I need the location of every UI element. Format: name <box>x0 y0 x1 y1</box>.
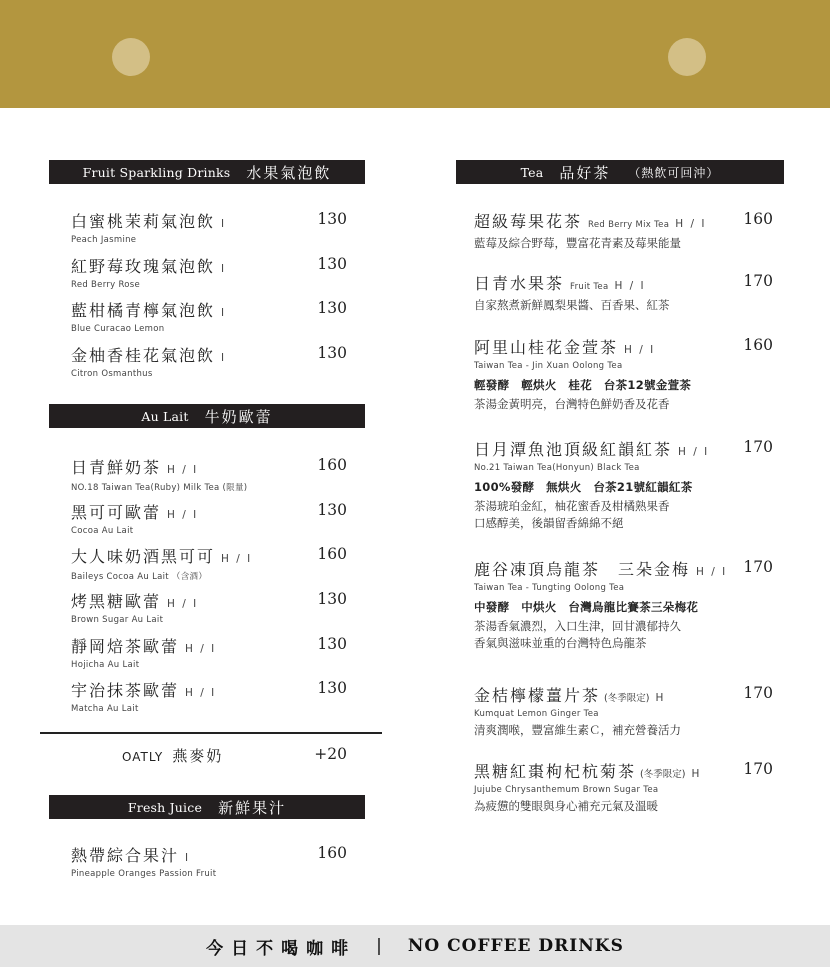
item-name: 黑糖紅棗枸杞杭菊茶 <box>474 762 637 781</box>
item-name: 金桔檸檬薑片茶 <box>474 686 601 705</box>
item-name: 金柚香桂花氣泡飲 <box>71 346 216 365</box>
item-name-en: Hojicha Au Lait <box>71 660 140 670</box>
item-temp-mark: H / I <box>696 566 728 578</box>
item-name: 靜岡焙茶歐蕾 <box>71 637 180 656</box>
item-name: 熱帶綜合果汁 <box>71 846 180 865</box>
item-temp-mark: H / I <box>167 598 199 610</box>
item-name-en: Kumquat Lemon Ginger Tea <box>474 709 599 719</box>
footer-text-en: NO COFFEE DRINKS <box>407 936 624 956</box>
section-title-zh: 水果氣泡飲 <box>246 163 332 182</box>
footer-band <box>0 925 830 967</box>
oatly-label-zh: 燕麥奶 <box>172 747 224 765</box>
item-highlight: 中發酵 中烘火 台灣烏龍比賽茶三朵梅花 <box>474 600 699 614</box>
item-name: 大人味奶酒黑可可 <box>71 547 216 566</box>
oatly-addon <box>122 745 223 766</box>
menu-item <box>474 335 691 413</box>
item-temp-mark: I <box>221 218 227 230</box>
item-name-en: No.21 Taiwan Tea(Honyun) Black Tea <box>474 463 640 473</box>
item-name-en: Jujube Chrysanthemum Brown Sugar Tea <box>474 785 659 795</box>
item-season: (冬季限定) <box>640 769 686 780</box>
item-temp-mark: I <box>221 263 227 275</box>
item-price: 130 <box>317 299 347 317</box>
item-price: 130 <box>317 255 347 273</box>
item-price: 130 <box>317 590 347 608</box>
oatly-label-en: OATLY <box>122 750 164 764</box>
item-temp-mark: I <box>221 352 227 364</box>
item-description: 茶湯金黃明亮，台灣特色鮮奶香及花香 <box>474 397 670 411</box>
menu-item <box>71 589 198 625</box>
item-name: 日月潭魚池頂級紅韻紅茶 <box>474 440 673 459</box>
item-description: 清爽潤喉，豐富維生素Ｃ，補充營養活力 <box>474 723 681 737</box>
section-title-en: Fruit Sparkling Drinks <box>82 164 231 180</box>
item-temp-mark: H / I <box>167 464 199 476</box>
item-price: 160 <box>317 844 347 862</box>
menu-item <box>474 759 701 815</box>
item-name: 日青鮮奶茶 <box>71 458 162 477</box>
menu-item <box>71 544 252 582</box>
item-name-en: Citron Osmanthus <box>71 369 153 379</box>
item-name: 烤黑糖歐蕾 <box>71 592 162 611</box>
item-price: 170 <box>743 760 773 778</box>
item-temp-mark: H / I <box>185 687 217 699</box>
section-note: （熱飲可回沖） <box>628 165 720 180</box>
item-name-en: Matcha Au Lait <box>71 704 139 714</box>
item-name-en: Red Berry Mix Tea <box>588 220 670 230</box>
item-highlight: 100%發酵 無烘火 台茶21號紅韻紅茶 <box>474 480 693 494</box>
item-name-en: Brown Sugar Au Lait <box>71 615 164 625</box>
menu-item <box>474 683 681 739</box>
decorative-circle <box>112 38 150 76</box>
item-price: 160 <box>743 336 773 354</box>
item-name-en: Peach Jasmine <box>71 235 137 245</box>
item-name-en: NO.18 Taiwan Tea(Ruby) Milk Tea (限量) <box>71 483 248 493</box>
item-temp-mark: H / I <box>185 643 217 655</box>
decorative-circle <box>668 38 706 76</box>
item-name: 紅野莓玫瑰氣泡飲 <box>71 257 216 276</box>
menu-item <box>474 209 706 252</box>
menu-item <box>71 843 216 879</box>
item-description: 茶湯琥珀金紅，柚花蜜香及柑橘熟果香 <box>474 499 670 513</box>
section-title-zh: 品好茶 <box>559 163 611 182</box>
item-price: 170 <box>743 558 773 576</box>
item-price: 130 <box>317 501 347 519</box>
item-description: 藍莓及綜合野莓，豐富花青素及莓果能量 <box>474 236 681 250</box>
item-name-en: Cocoa Au Lait <box>71 526 134 536</box>
item-name: 日青水果茶 <box>474 274 565 293</box>
menu-item <box>71 254 226 290</box>
item-price: 160 <box>743 210 773 228</box>
item-name: 藍柑橘青檸氣泡飲 <box>71 301 216 320</box>
item-name-en: Pineapple Oranges Passion Fruit <box>71 869 217 879</box>
section-header-tea <box>456 160 784 184</box>
item-season: (冬季限定) <box>604 693 650 704</box>
menu-item <box>474 557 727 652</box>
footer-text-zh: 今日不喝咖啡 <box>206 938 357 959</box>
item-name-en: Blue Curacao Lemon <box>71 324 165 334</box>
menu-item <box>71 455 247 493</box>
item-temp-mark: H / I <box>678 446 710 458</box>
item-price: 170 <box>743 272 773 290</box>
section-title-en: Fresh Juice <box>127 799 203 815</box>
item-temp-mark: H / I <box>624 344 656 356</box>
section-title-en: Au Lait <box>141 408 189 424</box>
menu-item <box>71 678 216 714</box>
item-name-en: Taiwan Tea - Jin Xuan Oolong Tea <box>474 361 623 371</box>
section-header-aulait <box>49 404 365 428</box>
item-price: 160 <box>317 456 347 474</box>
section-title-zh: 新鮮果汁 <box>218 798 287 817</box>
item-name-en: Taiwan Tea - Tungting Oolong Tea <box>474 583 625 593</box>
item-price: 170 <box>743 684 773 702</box>
menu-item <box>71 343 226 379</box>
menu-item <box>474 271 670 314</box>
item-description: 自家熬煮新鮮鳳梨果醬、百香果、紅茶 <box>474 298 670 312</box>
section-header-juice <box>49 795 365 819</box>
item-temp-mark: H / I <box>221 553 253 565</box>
menu-item <box>474 437 709 532</box>
item-price: 130 <box>317 210 347 228</box>
menu-item <box>71 500 198 536</box>
item-temp-mark: H <box>691 768 702 780</box>
item-name: 阿里山桂花金萱茶 <box>474 338 619 357</box>
item-description: 口感醇美，後韻留香綿綿不絕 <box>474 516 624 530</box>
item-price: 130 <box>317 635 347 653</box>
item-temp-mark: I <box>185 852 191 864</box>
item-name-en: Baileys Cocoa Au Lait （含酒） <box>71 572 208 582</box>
item-description: 為疲憊的雙眼與身心補充元氣及溫暖 <box>474 799 658 813</box>
section-title-zh: 牛奶歐蕾 <box>204 407 273 426</box>
item-temp-mark: H <box>655 692 666 704</box>
oatly-price: +20 <box>314 745 347 763</box>
item-price: 170 <box>743 438 773 456</box>
item-price: 160 <box>317 545 347 563</box>
footer-separator: | <box>376 936 382 956</box>
section-title-en: Tea <box>520 164 544 180</box>
item-temp-mark: I <box>221 307 227 319</box>
item-name-en: Fruit Tea <box>570 282 609 292</box>
item-name: 白蜜桃茉莉氣泡飲 <box>71 212 216 231</box>
item-description: 香氣與滋味並重的台灣特色烏龍茶 <box>474 636 647 650</box>
menu-item <box>71 298 226 334</box>
item-temp-mark: H / I <box>614 280 646 292</box>
divider <box>40 732 382 734</box>
item-name: 宇治抹茶歐蕾 <box>71 681 180 700</box>
header-band <box>0 0 830 108</box>
item-temp-mark: H / I <box>675 218 707 230</box>
menu-item <box>71 209 226 245</box>
item-price: 130 <box>317 344 347 362</box>
menu-item <box>71 634 216 670</box>
item-price: 130 <box>317 679 347 697</box>
item-name: 鹿谷凍頂烏龍茶 三朵金梅 <box>474 560 691 579</box>
item-description: 茶湯香氣濃烈，入口生津，回甘濃郁持久 <box>474 619 681 633</box>
section-header-sparkling <box>49 160 365 184</box>
item-name: 黑可可歐蕾 <box>71 503 162 522</box>
item-temp-mark: H / I <box>167 509 199 521</box>
item-name: 超級莓果花茶 <box>474 212 583 231</box>
item-highlight: 輕發酵 輕烘火 桂花 台茶12號金萱茶 <box>474 378 692 392</box>
item-name-en: Red Berry Rose <box>71 280 141 290</box>
